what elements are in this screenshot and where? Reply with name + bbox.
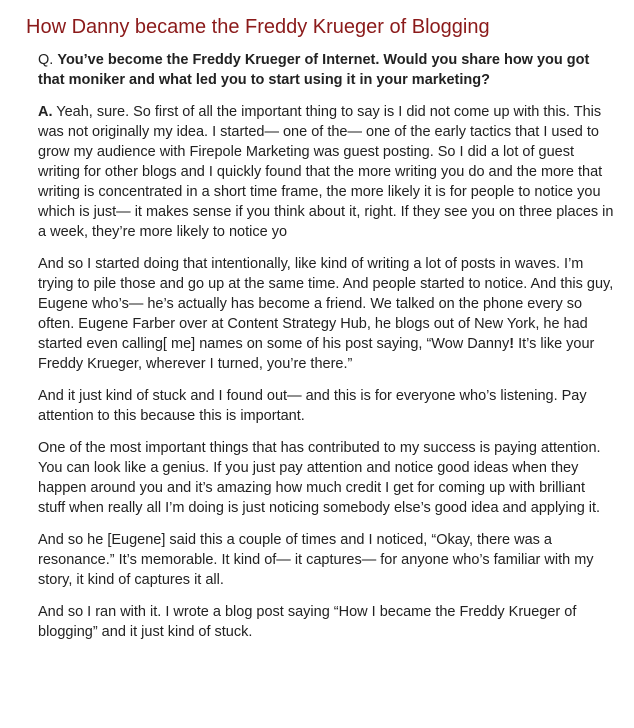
question-paragraph <box>38 50 614 90</box>
paragraph-resonance: And so he [Eugene] said this a couple of times and I noticed, “Okay, there was a resonance.” It’s memorable. It kind of— it captures— for anyone who’s familiar with my story, it kind of captures it all. <box>38 532 594 588</box>
paragraph-eugene-after: It’s like your Freddy Krueger, wherever I turned, you’re there.” <box>38 336 595 372</box>
paragraph-attention: One of the most important things that has contributed to my success is paying attention. You can look like a genius. If you just pay attention and notice good ideas when they happen around you and it’s amazing how much credit I get for coming up with brilliant stuff when really all I’m doing is just noticing somebody else’s good idea and applying it. <box>38 440 601 516</box>
question-prefix: Q. <box>38 52 58 68</box>
answer-text: Yeah, sure. So first of all the important thing to say is I did not come up with this. This was not originally my idea. I started— one of the— one of the early tactics that I used to grow my audience with Firepole Marketing was guest posting. So I did a lot of guest writing for other blogs and I quickly found that the more writing you do and the more that writing is concentrated in a short time frame, the more likely it is for people to notice you which is just— it makes sense if you think about it, right. If they see you on three places in a week, they’re more likely to notice yo <box>38 104 614 240</box>
paragraph-eugene <box>38 254 614 374</box>
article-body <box>28 50 618 642</box>
paragraph-eugene-before: And so I started doing that intentionally, like kind of writing a lot of posts in waves. I’m trying to pile those and go up at the same time. And people started to notice. And this guy, Eugene who’s— he’s actually has become a friend. We talked on the phone every so often. Eugene Farber over at Content Strategy Hub, he blogs out of New York, he had started even calling[ me] names on some of his post saying, “Wow Danny <box>38 256 614 352</box>
paragraph-stuck: And it just kind of stuck and I found out— and this is for everyone who’s listening. Pay attention to this because this is important. <box>38 388 587 424</box>
answer-prefix: A. <box>38 104 53 120</box>
article-title: How Danny became the Freddy Krueger of Blogging <box>26 16 490 38</box>
paragraph-ran-with-it: And so I ran with it. I wrote a blog post saying “How I became the Freddy Krueger of blogging” and it just kind of stuck. <box>38 604 577 640</box>
answer-paragraph <box>38 102 614 242</box>
question-text: You’ve become the Freddy Krueger of Internet. Would you share how you got that moniker and what led you to start using it in your marketing? <box>38 52 590 88</box>
paragraph-eugene-emphasis: ! <box>509 336 515 352</box>
